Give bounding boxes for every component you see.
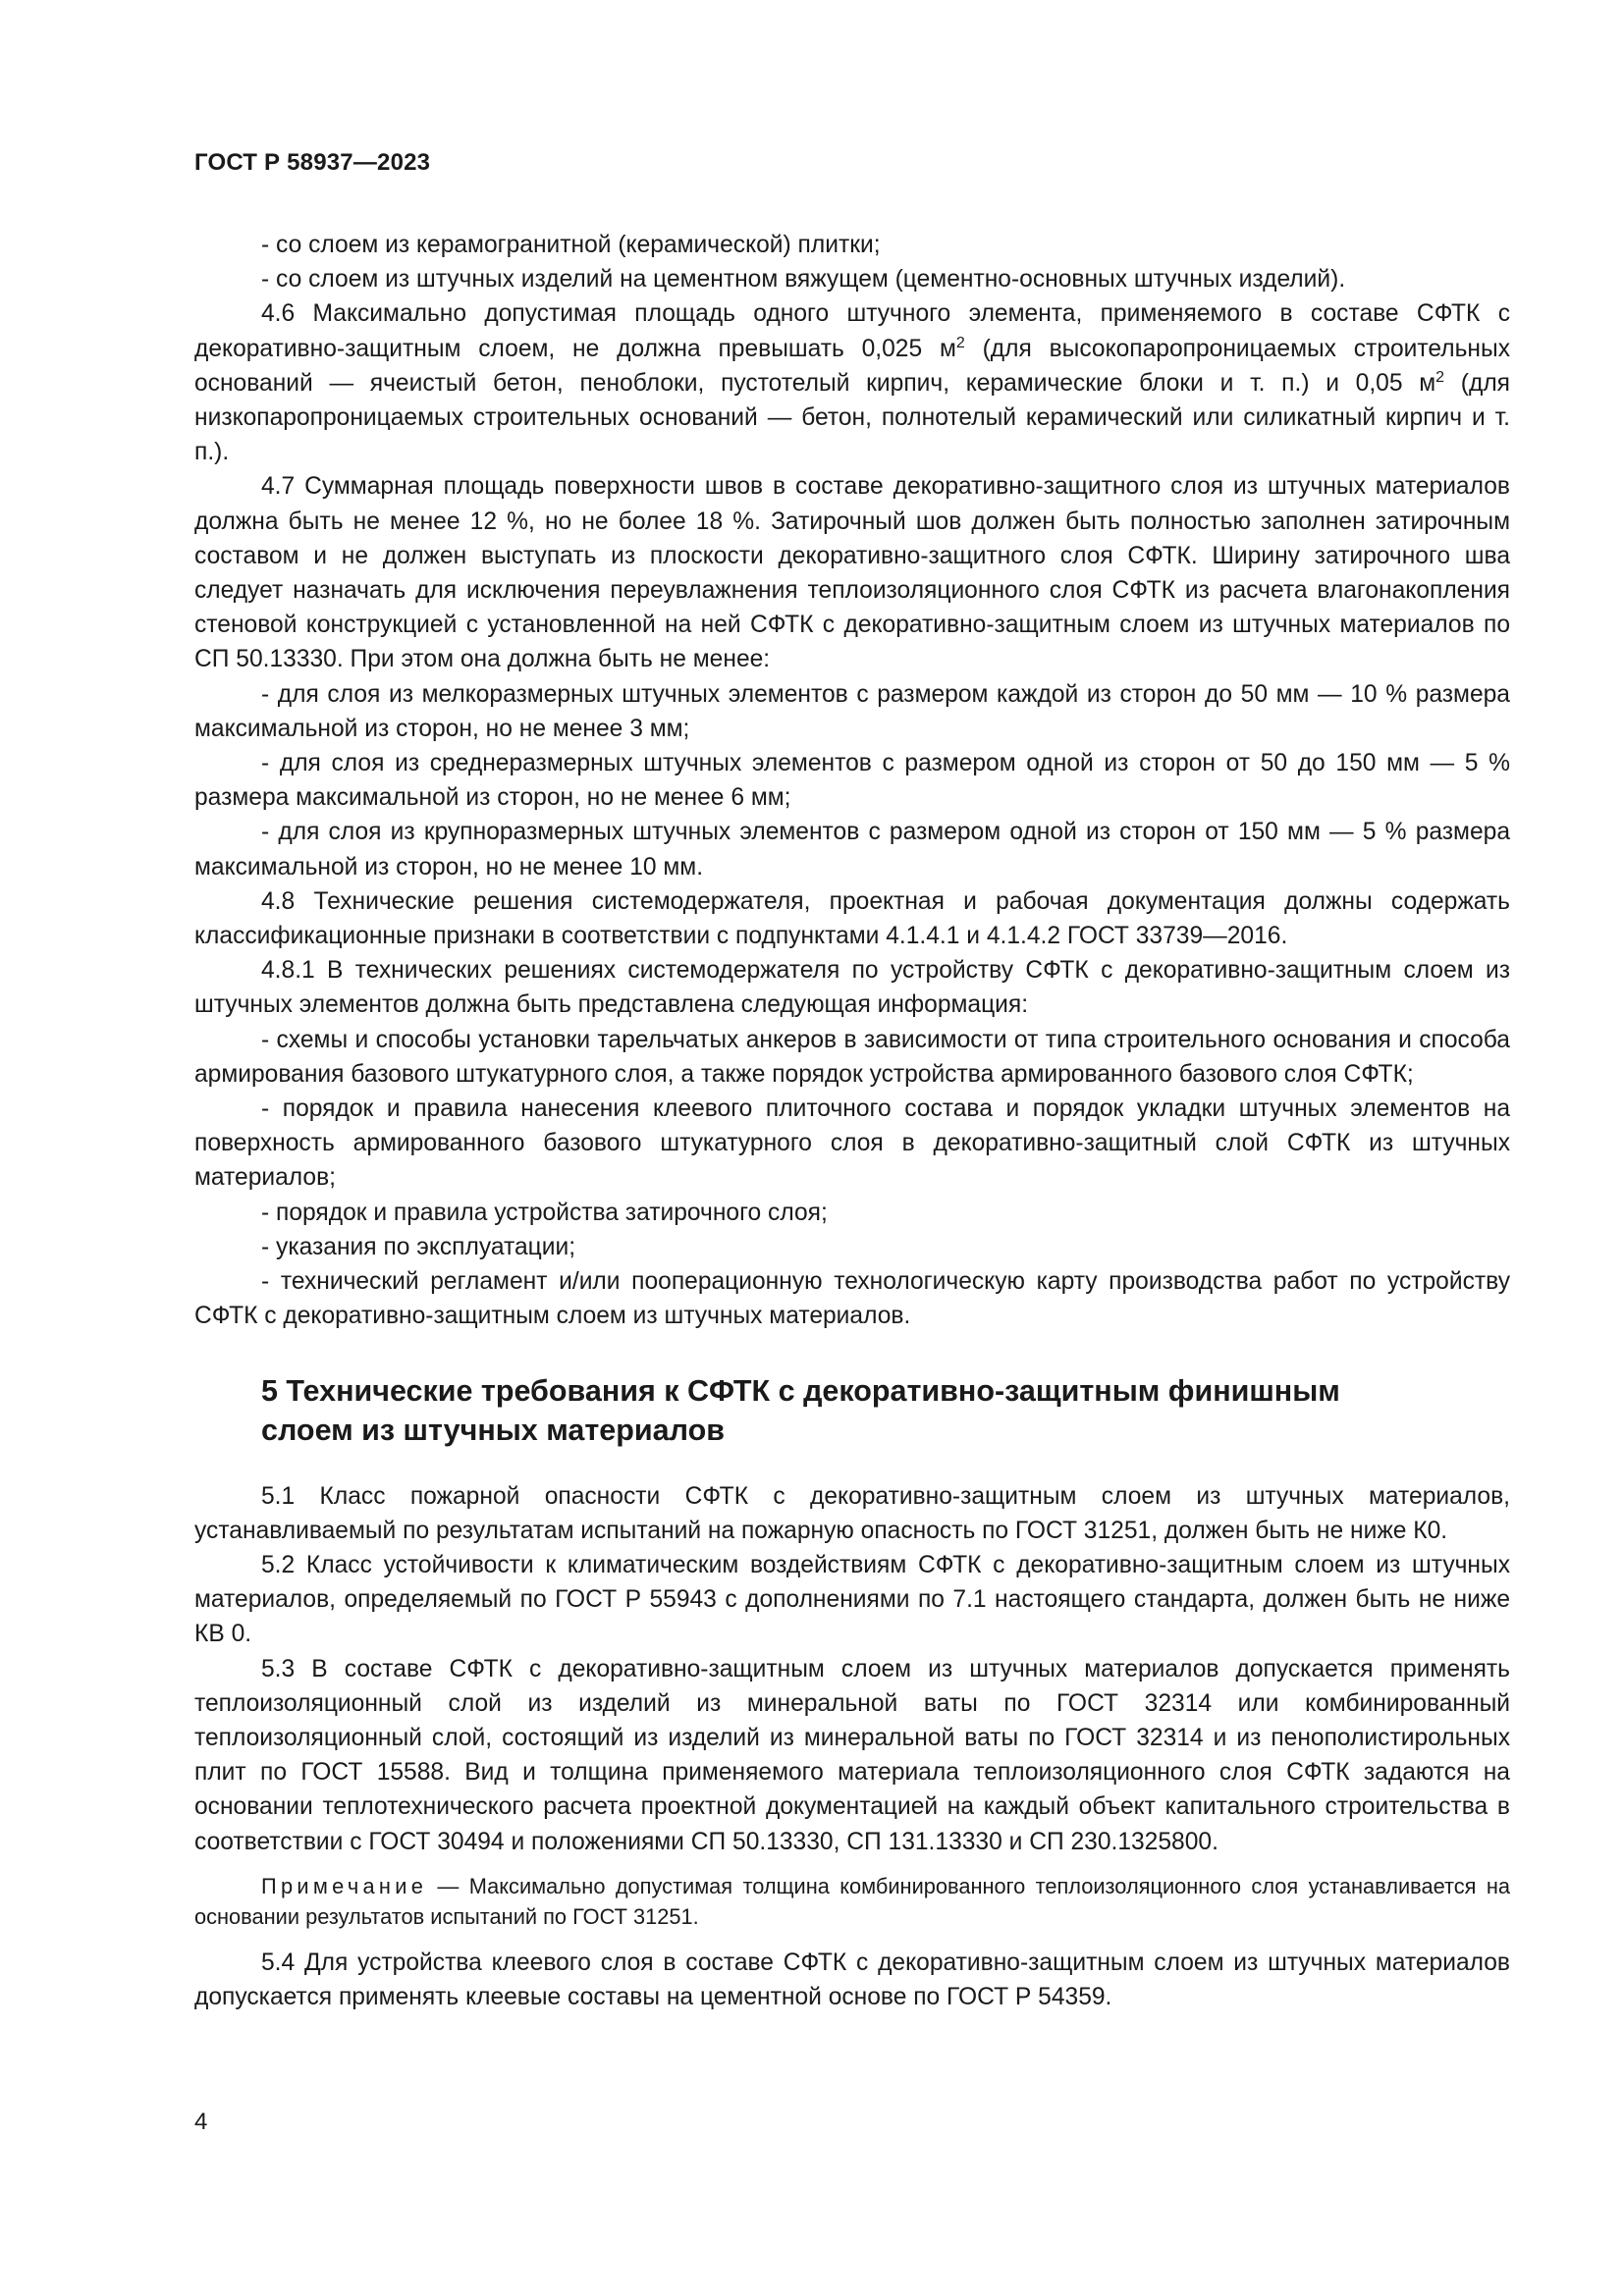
list-item: - порядок и правила нанесения клеевого плиточного состава и порядок укладки штучных элементов на поверхность армированного базового штукатурного слоя в декоративно-защитный слой СФТК из штучных материалов; (194, 1095, 1510, 1192)
paragraph-5-3: 5.3 В составе СФТК с декоративно-защитным слоем из штучных материалов допускается применять теплоизоляционный слой из изделий из минеральной ваты по ГОСТ 32314 или комбинированный теплоизоляционный слой, состоящий из изделий из минеральной ваты по ГОСТ 32314 и из пенополистирольных плит по ГОСТ 15588. Вид и толщина применяемого материала теплоизоляционного слоя СФТК задаются на основании теплотехнического расчета проектной документацией на каждый объект капитального строительства в соответствии с ГОСТ 30494 и положениями СП 50.13330, СП 131.13330 и СП 230.1325800. (194, 1655, 1510, 1855)
list-item: - схемы и способы установки тарельчатых анкеров в зависимости от типа строительного основания и способа армирования базового штукатурного слоя, а также порядок устройства армированного базового слоя СФТК; (194, 1026, 1510, 1088)
document-header: ГОСТ Р 58937—2023 (194, 149, 431, 176)
superscript: 2 (1435, 368, 1445, 386)
paragraph-4-7: 4.7 Суммарная площадь поверхности швов в составе декоративно-защитного слоя из штучных материалов должна быть не менее 12 %, но не более 18 %. Затирочный шов должен быть полностью заполнен затирочным составом и не должен выступать из плоскости декоративно-защитного слоя СФТК. Ширину затирочного шва следует назначать для исключения переувлажнения теплоизоляционного слоя СФТК из расчета влагонакопления стеновой конструкцией с установленной на ней СФТК с декоративно-защитным слоем из штучных материалов по СП 50.13330. При этом она должна быть не менее: (194, 473, 1510, 673)
heading-line: 5 Технические требования к СФТК с декоративно-защитным финишным (261, 1373, 1340, 1408)
paragraph-4-8-1: 4.8.1 В технических решениях системодержателя по устройству СФТК с декоративно-защитным слоем из штучных элементов должна быть представлена следующая информация: (194, 957, 1510, 1019)
list-item: - указания по эксплуатации; (261, 1233, 576, 1260)
page-content (194, 228, 1510, 2014)
list-item: - для слоя из мелкоразмерных штучных элементов с размером каждой из сторон до 50 мм — 10 % размера максимальной из сторон, но не менее 3 мм; (194, 680, 1510, 742)
list-item: - со слоем из штучных изделий на цементном вяжущем (цементно-основных штучных изделий). (261, 266, 1346, 294)
paragraph-5-2: 5.2 Класс устойчивости к климатическим воздействиям СФТК с декоративно-защитным слоем из штучных материалов, определяемый по ГОСТ Р 55943 с дополнениями по 7.1 настоящего стандарта, должен быть не ниже КВ 0. (194, 1551, 1510, 1648)
superscript: 2 (955, 334, 965, 351)
note-label: Примечание (261, 1873, 428, 1898)
page-number: 4 (194, 2109, 208, 2135)
paragraph-text: 4.6 Максимально допустимая площадь одного штучного элемента, применяемого в составе СФТК с декоративно-защитным слоем, не должна превышать 0,025 м (194, 300, 1510, 362)
note-text: — Максимально допустимая толщина комбинированного теплоизоляционного слоя устанавливается на основании результатов испытаний по ГОСТ 31251. (194, 1873, 1510, 1929)
paragraph-4-6 (194, 296, 1510, 469)
paragraph-text: (для низкопаропроницаемых строительных оснований — бетон, полнотелый керамический или силикатный кирпич и т. п.). (194, 369, 1510, 466)
heading-line: слоем из штучных материалов (261, 1413, 725, 1447)
paragraph-5-1: 5.1 Класс пожарной опасности СФТК с декоративно-защитным слоем из штучных материалов, устанавливаемый по результатам испытаний на пожарную опасность по ГОСТ 31251, должен быть не ниже К0. (194, 1482, 1510, 1544)
paragraph-4-8: 4.8 Технические решения системодержателя, проектная и рабочая документация должны содержать классификационные признаки в соответствии с подпунктами 4.1.4.1 и 4.1.4.2 ГОСТ 33739—2016. (194, 887, 1510, 950)
list-item: - порядок и правила устройства затирочного слоя; (261, 1199, 828, 1226)
note (194, 1871, 1510, 1932)
list-item: - для слоя из среднеразмерных штучных элементов с размером одной из сторон от 50 до 150 мм — 5 % размера максимальной из сторон, но не менее 6 мм; (194, 750, 1510, 812)
section-5-heading (261, 1371, 1510, 1450)
paragraph-5-4: 5.4 Для устройства клеевого слоя в составе СФТК с декоративно-защитным слоем из штучных материалов допускается применять клеевые составы на цементной основе по ГОСТ Р 54359. (194, 1949, 1510, 2010)
paragraph-text: (для высокопаропроницаемых строительных оснований — ячеистый бетон, пеноблоки, пустотелый кирпич, керамические блоки и т. п.) и 0,05 м (194, 335, 1510, 397)
list-item: - со слоем из керамогранитной (керамической) плитки; (261, 232, 881, 258)
list-item: - технический регламент и/или пооперационную технологическую карту производства работ по устройству СФТК с декоративно-защитным слоем из штучных материалов. (194, 1268, 1510, 1330)
list-item: - для слоя из крупноразмерных штучных элементов с размером одной из сторон от 150 мм — 5 % размера максимальной из сторон, но не менее 10 мм. (194, 819, 1510, 881)
